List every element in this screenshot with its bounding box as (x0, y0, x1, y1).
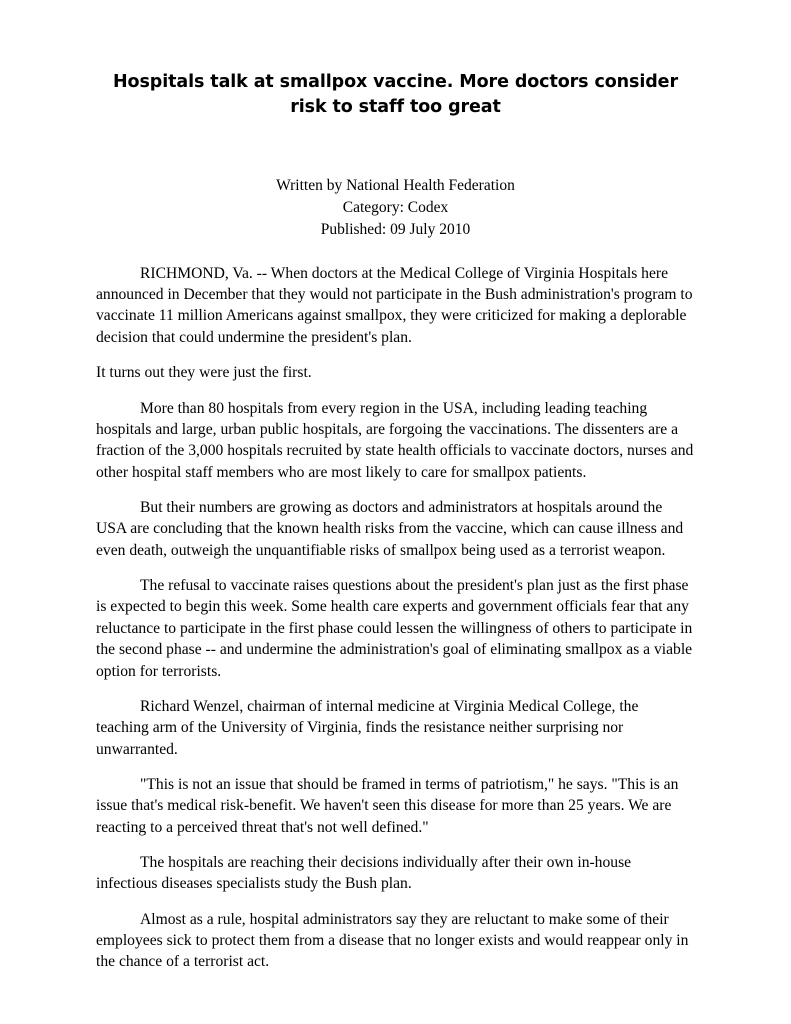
category-line: Category: Codex (342, 198, 449, 216)
paragraph: The hospitals are reaching their decisions individually after their own in-house infectious diseases specialists study the Bush plan. (96, 854, 632, 893)
paragraph: It turns out they were just the first. (96, 364, 312, 382)
page-title: Hospitals talk at smallpox vaccine. More doctors consider risk to staff too great (113, 72, 678, 118)
article-metadata (96, 175, 695, 241)
paragraph: RICHMOND, Va. -- When doctors at the Medical College of Virginia Hospitals here announced in December that they would not participate in the Bush administration's program to vaccinate 11 million Americans against smallpox, they were criticized for making a deplorable decision that could undermine the president's plan. (96, 264, 693, 346)
paragraph: But their numbers are growing as doctors and administrators at hospitals around the USA are concluding that the known health risks from the vaccine, which can cause illness and even death, outweigh the unquantifiable risks of smallpox being used as a terrorist weapon. (96, 498, 684, 559)
published-line: Published: 09 July 2010 (320, 220, 471, 238)
paragraph: "This is not an issue that should be framed in terms of patriotism," he says. "This is an issue that's medical risk-benefit. We haven't seen this disease for more than 25 years. We are reacting to a perceived threat that's not well defined." (96, 775, 679, 836)
paragraph: Almost as a rule, hospital administrators say they are reluctant to make some of their employees sick to protect them from a disease that no longer exists and would reappear only in the chance of a terrorist act. (96, 910, 689, 971)
paragraph: Richard Wenzel, chairman of internal medicine at Virginia Medical College, the teaching arm of the University of Virginia, finds the resistance neither surprising nor unwarranted. (96, 697, 639, 758)
paragraph: More than 80 hospitals from every region in the USA, including leading teaching hospitals and large, urban public hospitals, are forgoing the vaccinations. The dissenters are a fraction of the 3,000 hospitals recruited by state health officials to vaccinate doctors, nurses and other hospital staff members who are most likely to care for smallpox patients. (96, 399, 694, 481)
article-body (96, 263, 695, 973)
paragraph: The refusal to vaccinate raises questions about the president's plan just as the first phase is expected to begin this week. Some health care experts and government officials fear that any reluctance to participate in the first phase could lessen the willingness of others to participate in the second phase -- and undermine the administration's goal of eliminating smallpox as a viable option for terrorists. (96, 577, 693, 680)
author-line: Written by National Health Federation (276, 176, 515, 194)
